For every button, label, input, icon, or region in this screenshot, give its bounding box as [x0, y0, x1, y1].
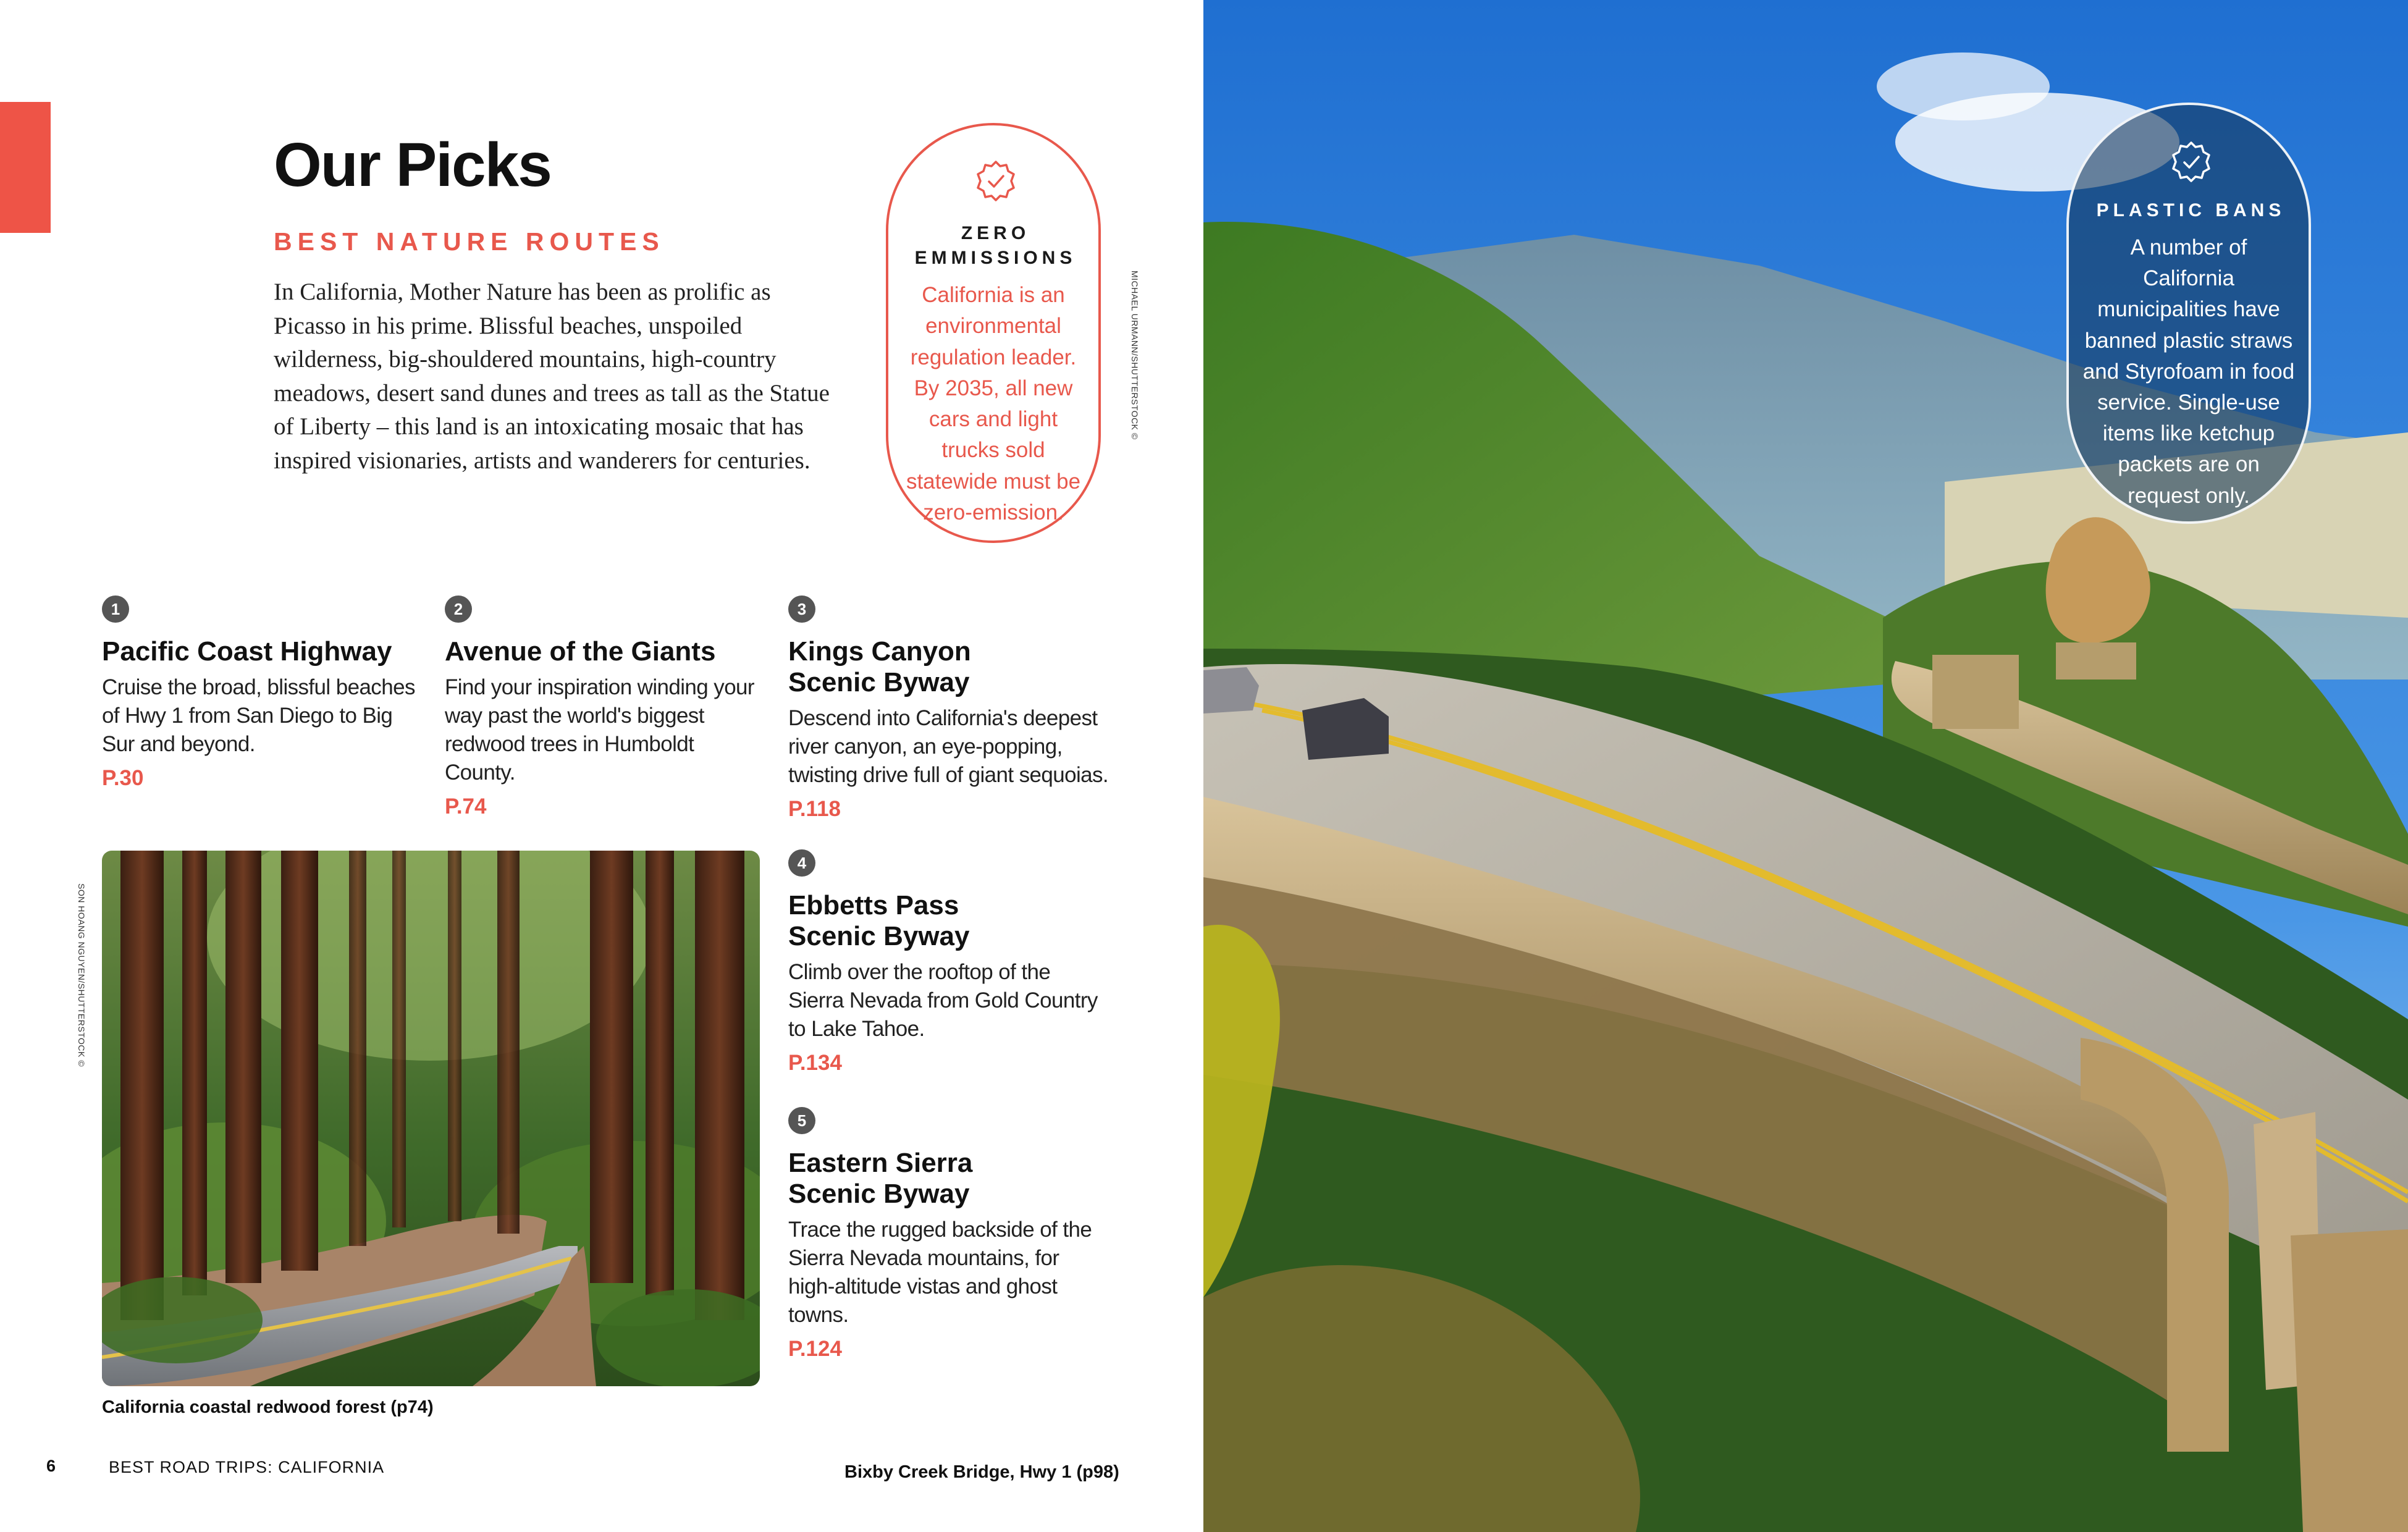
plastic-bans-heading: PLASTIC BANS — [2096, 200, 2286, 221]
zero-emissions-body: California is an environmental regulation leader. By 2035, all new cars and light trucks sold statewide must be zero-emission. — [906, 283, 1081, 525]
pick-number: 3 — [788, 596, 815, 623]
pick-title: Avenue of the Giants — [445, 636, 716, 667]
pick-page-ref[interactable]: P.30 — [102, 766, 144, 790]
page-subtitle: BEST NATURE ROUTES — [274, 227, 665, 256]
pick-item-5 — [788, 1107, 1109, 1362]
pick-description: Climb over the rooftop of the Sierra Nevada from Gold Country to Lake Tahoe. — [788, 960, 1098, 1041]
pick-title: Eastern Sierra Scenic Byway — [788, 1148, 973, 1209]
bridge-photo-credit: MICHAEL URMANN/SHUTTERSTOCK © — [1130, 271, 1140, 440]
pick-number: 4 — [788, 849, 815, 877]
pick-description: Cruise the broad, blissful beaches of Hwy 1 from San Diego to Big Sur and beyond. — [102, 675, 415, 756]
redwood-forest-photo — [102, 851, 760, 1386]
pick-description: Trace the rugged backside of the Sierra Nevada mountains, for high-altitude vistas and ghost towns. — [788, 1218, 1092, 1327]
pick-description: Descend into California's deepest river canyon, an eye-popping, twisting drive full of giant sequoias. — [788, 706, 1109, 787]
right-page — [1203, 0, 2408, 1532]
zero-emissions-heading-line1: ZERO — [961, 223, 1030, 243]
badge-check-icon — [974, 159, 1017, 203]
badge-check-icon — [2170, 140, 2213, 183]
forest-photo-credit: SON HOANG NGUYEN/SHUTTERSTOCK © — [77, 883, 86, 1067]
bridge-photo-caption: Bixby Creek Bridge, Hwy 1 (p98) — [844, 1462, 1119, 1482]
zero-emissions-heading-line2: EMMISSIONS — [914, 248, 1077, 268]
pick-page-ref[interactable]: P.124 — [788, 1337, 842, 1361]
intro-paragraph: In California, Mother Nature has been as prolific as Picasso in his prime. Blissful beaches, unspoiled wilderness, big-shouldered mountains, high-country meadows, desert sand dunes and trees as tall as the Statue of Liberty – this land is an intoxicating mosaic that has inspired visionaries, artists and wanderers for centuries. — [274, 279, 830, 474]
pick-item-3 — [788, 596, 1109, 822]
page-number: 6 — [46, 1457, 56, 1475]
plastic-bans-body: A number of California municipalities have banned plastic straws and Styrofoam in food service. Single-use items like ketchup packets are on request only. — [2082, 235, 2295, 508]
pick-number: 1 — [102, 596, 129, 623]
section-tab — [0, 102, 51, 233]
pick-item-4 — [788, 849, 1109, 1075]
page-title: Our Picks — [274, 130, 551, 200]
pick-description: Find your inspiration winding your way past the world's biggest redwood trees in Humboldt County. — [445, 675, 754, 785]
pick-number: 2 — [445, 596, 472, 623]
zero-emissions-heading — [888, 221, 1098, 271]
pick-title: Ebbetts Pass Scenic Byway — [788, 890, 970, 951]
pick-page-ref[interactable]: P.134 — [788, 1051, 842, 1075]
pick-item-2 — [445, 596, 766, 819]
pick-title: Pacific Coast Highway — [102, 636, 392, 667]
running-title: BEST ROAD TRIPS: CALIFORNIA — [109, 1458, 385, 1476]
pick-page-ref[interactable]: P.118 — [788, 797, 841, 821]
forest-photo-caption: California coastal redwood forest (p74) — [102, 1397, 434, 1417]
pick-item-1 — [102, 596, 423, 791]
zero-emissions-callout — [886, 123, 1101, 543]
pick-title: Kings Canyon Scenic Byway — [788, 636, 971, 697]
plastic-bans-callout — [2066, 103, 2311, 524]
pick-page-ref[interactable]: P.74 — [445, 794, 487, 819]
pick-number: 5 — [788, 1107, 815, 1134]
left-page — [0, 0, 1203, 1532]
